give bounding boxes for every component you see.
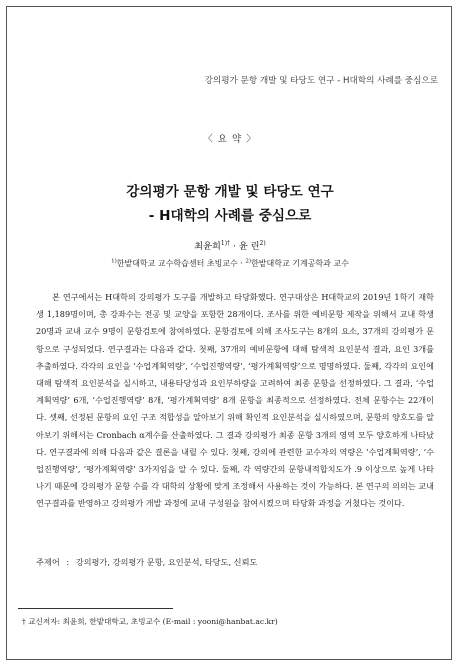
abstract-body: 본 연구에서는 H대학의 강의평가 도구를 개발하고 타당화했다. 연구대상은 H대학교의 2019년 1학기 재학생 1,189명이며, 총 강좌수는 전공 및 교양을 포함한 28개이다. 조사를 위한 예비문항 제작을 위해서 교내 학생 20명과 교내 교수 9명이 문항검토에 참여하였다. 문항검토에 의해 조사도구는 8개의 요소, 37개의 강의평가 문항으로 구성되었다. 연구결과는 다음과 같다. 첫째, 37개의 예비문항에 대해 탐색적 요인분석 결과, 요인 3개를 추출하였다. 각각의 요인을 ‘수업계획역량’, ‘수업진행역량’, ‘평가계획역량’으로 명명하였다. 둘째, 각각의 요인에 대해 탐색적 요인분석을 실시하고, 내용타당성과 요인부하량을 고려하여 최종 문항을 선정하였다. 그 결과, ‘수업계획역량’ 6개, ‘수업진행역량’ 8개, ‘평가계획역량’ 8개 문항을 최종적으로 선정하였다. 전체 문항수는 22개이다. 셋째, 선정된 문항의 요인 구조 적합성을 알아보기 위해 확인적 요인분석을 실시하였으며, 문항의 양호도를 알아보기 위해서는 Cronbach α계수를 산출하였다. 그 결과 강의평가 최종 문항 3개의 영역 모두 양호하게 나타났다. 연구결과에 의해 다음과 같은 결론을 내릴 수 있다. 첫째, 강의에 관련한 교수자의 역량은 ‘수업계획역량’, ‘수업진행역량’, ‘평가계획역량’ 3가지임을 알 수 있다. 둘째, 각 역량간의 문항내적합치도가 .9 이상으로 높게 나타나기 때문에 강의평가 문항 수를 각 대학의 상황에 맞게 조정해서 사용하는 것이 가능하다. 본 연구의 의의는 교내 연구결과를 반영하고 강의평가 개발 과정에 교내 구성원을 참여시켰으며 타당화 과정을 거쳤다는 것이다. bbox=[36, 292, 434, 509]
keywords-label: 주제어 bbox=[36, 557, 60, 567]
corresponding-author-footnote: † 교신저자: 최윤희, 한밭대학교, 초빙교수 (E-mail : yooni@hanbat.ac.kr) bbox=[22, 617, 278, 626]
keywords: 주제어 : 강의평가, 강의평가 문항, 요인분석, 타당도, 신뢰도 bbox=[36, 557, 258, 567]
author-mark: 2) bbox=[259, 239, 266, 247]
author-name: 최윤희 bbox=[194, 241, 221, 252]
paper-title-line-2: - H대학의 사례를 중심으로 bbox=[148, 208, 312, 224]
affiliation-list bbox=[0, 258, 460, 269]
keyword: 신뢰도 bbox=[233, 557, 258, 567]
keyword: 강의평가 bbox=[75, 557, 108, 567]
affiliation: 한밭대학교 교수학습센터 초빙교수 bbox=[116, 259, 238, 268]
affiliation-mark: 1) bbox=[111, 258, 117, 265]
abstract-heading: 〈 요 약 〉 bbox=[203, 134, 257, 145]
running-header: 강의평가 문항 개발 및 타당도 연구 - H대학의 사례를 중심으로 bbox=[204, 76, 438, 86]
author-list bbox=[0, 238, 460, 252]
author-separator: · bbox=[230, 241, 239, 252]
keyword: 요인분석 bbox=[167, 557, 200, 567]
footnote-divider bbox=[18, 608, 173, 609]
author-name: 윤 린 bbox=[238, 241, 260, 252]
affiliation-separator: · bbox=[237, 259, 246, 268]
affiliation-mark: 2) bbox=[245, 258, 252, 265]
paper-title-line-1: 강의평가 문항 개발 및 타당도 연구 bbox=[126, 184, 334, 200]
affiliation: 한밭대학교 기계공학과 교수 bbox=[251, 259, 349, 268]
keyword: 타당도 bbox=[204, 557, 229, 567]
keyword: 강의평가 문항 bbox=[112, 557, 163, 567]
author-mark: 1)† bbox=[220, 239, 231, 247]
